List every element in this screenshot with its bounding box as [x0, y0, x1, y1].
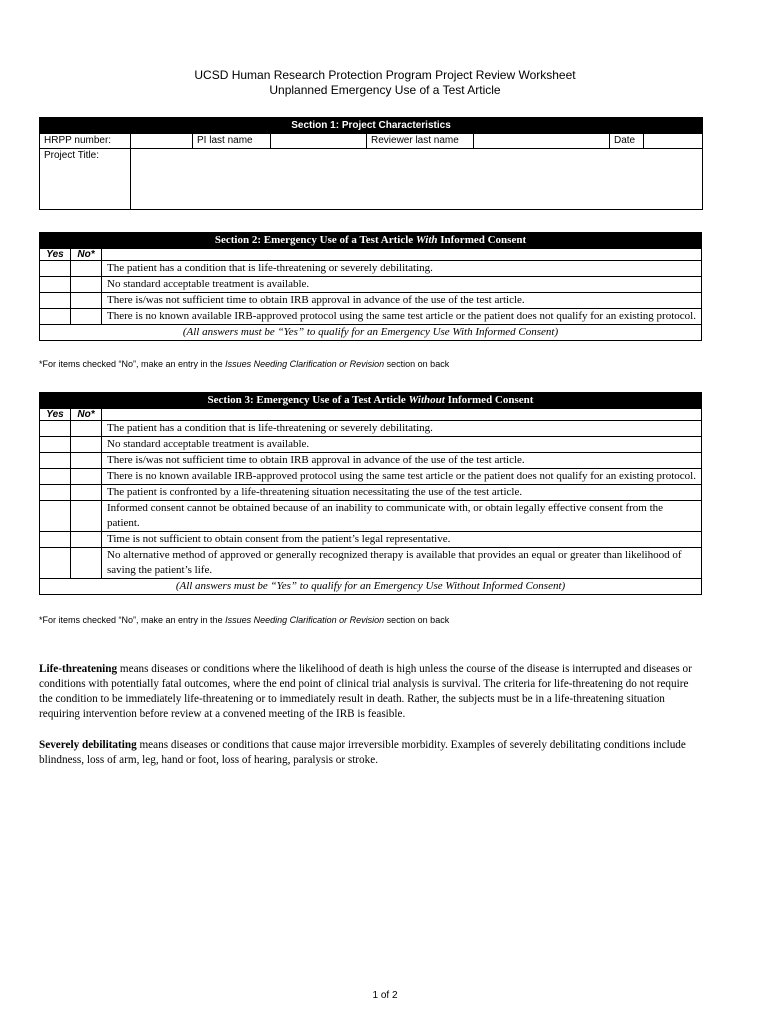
yes-checkbox[interactable] [40, 469, 71, 485]
checklist-item-text: There is/was not sufficient time to obtain IRB approval in advance of the use of the test article. [102, 293, 702, 309]
checklist-row [40, 453, 702, 469]
date-field[interactable] [644, 134, 703, 149]
checklist-item-text: There is no known available IRB-approved protocol using the same test article or the patient does not qualify for an existing protocol. [102, 309, 702, 325]
no-checkbox[interactable] [71, 277, 102, 293]
section2-table [39, 232, 702, 341]
pi-last-name-label: PI last name [193, 134, 271, 149]
no-checkbox[interactable] [71, 469, 102, 485]
form-subtitle: Unplanned Emergency Use of a Test Article [269, 83, 501, 97]
form-title: UCSD Human Research Protection Program Project Review Worksheet [194, 68, 576, 82]
no-checkbox[interactable] [71, 548, 102, 579]
project-title-label: Project Title: [40, 149, 131, 210]
yes-checkbox[interactable] [40, 501, 71, 532]
checklist-item-text: Time is not sufficient to obtain consent from the patient’s legal representative. [102, 532, 702, 548]
checklist-item-text: No alternative method of approved or generally recognized therapy is available that provides an equal or greater than likelihood of saving the patient’s life. [102, 548, 702, 579]
yes-checkbox[interactable] [40, 421, 71, 437]
checklist-row [40, 501, 702, 532]
yes-column-header: Yes [40, 249, 71, 261]
date-label: Date [610, 134, 644, 149]
checklist-row [40, 437, 702, 453]
section1-heading: Section 1: Project Characteristics [40, 118, 703, 134]
yes-checkbox[interactable] [40, 293, 71, 309]
checklist-item-text: No standard acceptable treatment is available. [102, 437, 702, 453]
pi-last-name-field[interactable] [271, 134, 367, 149]
yes-checkbox[interactable] [40, 437, 71, 453]
reviewer-last-name-label: Reviewer last name [367, 134, 474, 149]
checklist-row [40, 261, 702, 277]
project-title-field[interactable] [131, 149, 703, 210]
yes-column-header: Yes [40, 409, 71, 421]
reviewer-last-name-field[interactable] [474, 134, 610, 149]
checklist-row [40, 293, 702, 309]
checklist-row [40, 469, 702, 485]
no-checkbox[interactable] [71, 437, 102, 453]
checklist-item-text: No standard acceptable treatment is available. [102, 277, 702, 293]
yes-checkbox[interactable] [40, 309, 71, 325]
checklist-row [40, 532, 702, 548]
yes-checkbox[interactable] [40, 532, 71, 548]
section3-footnote: *For items checked “No”, make an entry in the Issues Needing Clarification or Revision section on back [39, 615, 450, 625]
severely-debilitating-definition: Severely debilitating means diseases or conditions that cause major irreversible morbidity. Examples of severely debilitating conditions include blindness, loss of arm, leg, hand or foot, loss of hearing, paralysis or stroke. [39, 739, 686, 766]
checklist-item-text: There is/was not sufficient time to obtain IRB approval in advance of the use of the test article. [102, 453, 702, 469]
hrpp-number-field[interactable] [131, 134, 193, 149]
section2-heading: Section 2: Emergency Use of a Test Article With Informed Consent [40, 233, 702, 249]
no-checkbox[interactable] [71, 501, 102, 532]
checklist-row [40, 421, 702, 437]
hrpp-number-label: HRPP number: [40, 134, 131, 149]
section2-requirement-note: (All answers must be “Yes” to qualify for an Emergency Use With Informed Consent) [40, 325, 702, 341]
no-checkbox[interactable] [71, 293, 102, 309]
checklist-item-text: The patient has a condition that is life-threatening or severely debilitating. [102, 261, 702, 277]
section3-heading: Section 3: Emergency Use of a Test Article Without Informed Consent [40, 393, 702, 409]
checklist-row [40, 277, 702, 293]
section3-table [39, 392, 702, 595]
yes-checkbox[interactable] [40, 485, 71, 501]
yes-checkbox[interactable] [40, 548, 71, 579]
checklist-row [40, 485, 702, 501]
checklist-item-text: The patient has a condition that is life-threatening or severely debilitating. [102, 421, 702, 437]
checklist-row [40, 548, 702, 579]
yes-checkbox[interactable] [40, 277, 71, 293]
section3-requirement-note: (All answers must be “Yes” to qualify for an Emergency Use Without Informed Consent) [40, 579, 702, 595]
yes-checkbox[interactable] [40, 261, 71, 277]
page-number: 1 of 2 [372, 990, 398, 1001]
life-threatening-definition: Life-threatening means diseases or conditions where the likelihood of death is high unless the course of the disease is interrupted and diseases or conditions with potentially fatal outcomes, where the end point of clinical trial analysis is survival. The criteria for life-threatening do not require the condition to be immediately life-threatening or to immediately result in death. Rather, the subjects must be in a life-threatening situation requiring intervention before review at a convened meeting of the IRB is feasible. [39, 663, 692, 720]
checklist-item-text: There is no known available IRB-approved protocol using the same test article or the patient does not qualify for an existing protocol. [102, 469, 702, 485]
no-checkbox[interactable] [71, 453, 102, 469]
checklist-item-text: Informed consent cannot be obtained because of an inability to communicate with, or obtain legally effective consent from the patient. [102, 501, 702, 532]
checklist-item-text: The patient is confronted by a life-threatening situation necessitating the use of the test article. [102, 485, 702, 501]
no-checkbox[interactable] [71, 532, 102, 548]
no-column-header: No* [71, 409, 102, 421]
no-checkbox[interactable] [71, 309, 102, 325]
no-checkbox[interactable] [71, 421, 102, 437]
no-column-header: No* [71, 249, 102, 261]
no-checkbox[interactable] [71, 261, 102, 277]
no-checkbox[interactable] [71, 485, 102, 501]
checklist-row [40, 309, 702, 325]
yes-checkbox[interactable] [40, 453, 71, 469]
section1-table [39, 117, 703, 210]
section2-footnote: *For items checked “No”, make an entry in the Issues Needing Clarification or Revision section on back [39, 359, 450, 369]
